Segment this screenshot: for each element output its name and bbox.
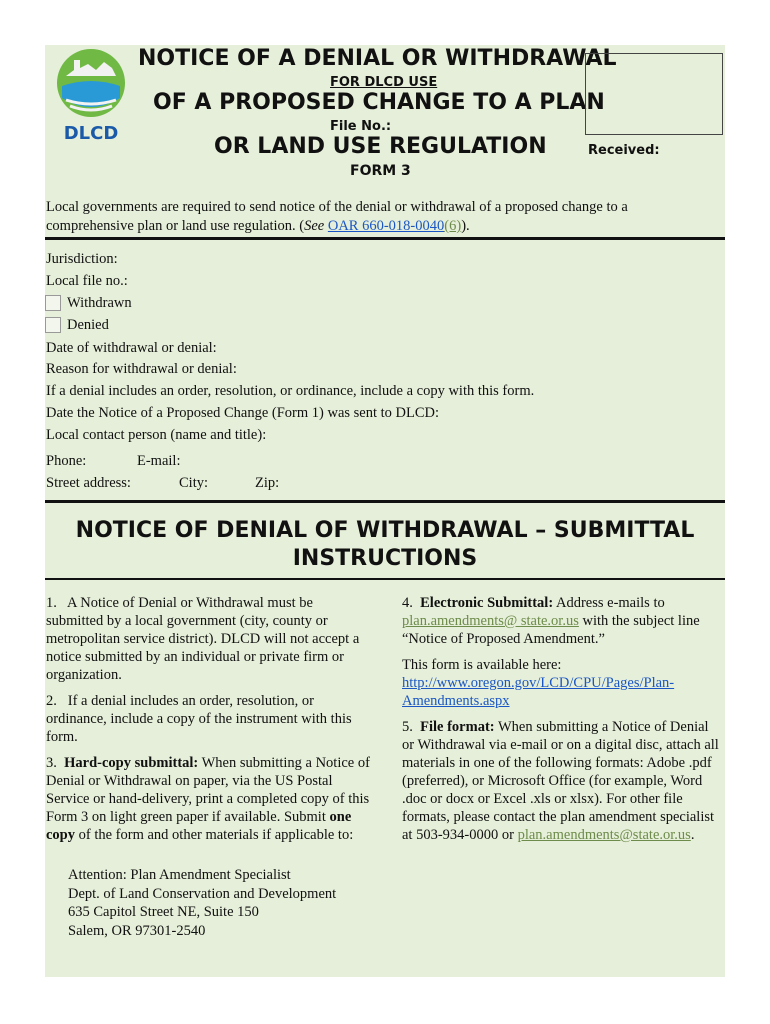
date-notice-label: Date the Notice of a Proposed Change (Form 1) was sent to DLCD: [46,405,440,421]
instructions-right-column [402,594,720,852]
withdrawn-label: Withdrawn [67,295,132,311]
form-label: FORM 3 [350,163,411,179]
denied-checkbox[interactable] [45,317,61,333]
received-label: Received: [588,143,660,158]
instruction-item-2: 2. If a denial includes an order, resolution, or ordinance, include a copy of the instrument with this form. [46,693,352,745]
mailing-address: Attention: Plan Amendment Specialist Dept. of Land Conservation and Development 635 Capitol Street NE, Suite 150 Salem, OR 97301-2540 [68,867,337,939]
email-link-2[interactable]: plan.amendments@state.or.us [517,827,691,843]
for-dlcd-use-label: FOR DLCD USE [330,75,438,90]
title-line-3: OR LAND USE REGULATION [214,134,547,159]
local-file-no-label: Local file no.: [46,273,128,289]
phone-label: Phone: [46,453,87,469]
divider [45,578,725,580]
street-label: Street address: [46,475,131,491]
title-line-1: NOTICE OF A DENIAL OR WITHDRAWAL [138,46,617,71]
contact-label: Local contact person (name and title): [46,427,267,443]
oar-link-subsection[interactable]: (6) [444,218,462,234]
divider [45,500,725,503]
dlcd-logo [52,46,130,146]
email-link[interactable]: plan.amendments@ state.or.us [402,613,579,629]
title-line-2: OF A PROPOSED CHANGE TO A PLAN [153,90,605,115]
oar-link[interactable]: OAR 660-018-0040 [327,218,445,234]
svg-text:DLCD: DLCD [63,123,119,144]
instruction-item-1: 1. A Notice of Denial or Withdrawal must be submitted by a local government (city, county or metropolitan service district). DLCD will not accept a notice submitted by an individual or private firm or organization. [46,595,360,683]
email-label: E-mail: [137,453,181,469]
date-withdrawal-label: Date of withdrawal or denial: [46,340,217,356]
instruction-item-5: 5. File format: When submitting a Notice of Denial or Withdrawal via e-mail or on a digital disc, attach all materials in one of the following formats: Adobe .pdf (preferred), or Microsoft Office (for example, Word .doc or docx or Excel .xls or xlsx). For other file formats, please contact the plan amendment specialist at 503-934-0000 or plan.amendments@state.or.us. [402,719,719,843]
reason-label: Reason for withdrawal or denial: [46,361,237,377]
denied-label: Denied [67,317,109,333]
file-no-label: File No.: [330,119,392,134]
instructions-title: NOTICE OF DENIAL OF WITHDRAWAL – SUBMITTAL INSTRUCTIONS [75,518,695,571]
instruction-item-4: 4. Electronic Submittal: Address e-mails to plan.amendments@ state.or.us with the subject line “Notice of Proposed Amendment.” [402,595,700,647]
divider [45,237,725,240]
availability-note: This form is available here: http://www.oregon.gov/LCD/CPU/Pages/Plan-Amendments.aspx [402,657,675,709]
zip-label: Zip: [255,475,280,491]
instruction-item-3: 3. Hard-copy submittal: When submitting a Notice of Denial or Withdrawal on paper, via the US Postal Service or hand-delivery, print a completed copy of this Form 3 on light green paper if available. Submit one copy of the form and other materials if applicable to: [46,755,370,843]
city-label: City: [179,475,209,491]
file-no-box[interactable] [585,53,723,135]
withdrawn-checkbox[interactable] [45,295,61,311]
intro-paragraph: Local governments are required to send notice of the denial or withdrawal of a proposed change to a comprehensive plan or land use regulation. (See OAR 660-018-0040(6)). [46,199,628,234]
denial-order-note: If a denial includes an order, resolution, or ordinance, include a copy with this form. [46,383,535,399]
form-url-link[interactable]: http://www.oregon.gov/LCD/CPU/Pages/Plan-Amendments.aspx [402,675,675,709]
jurisdiction-label: Jurisdiction: [46,251,118,267]
instructions-left-column [46,594,372,852]
